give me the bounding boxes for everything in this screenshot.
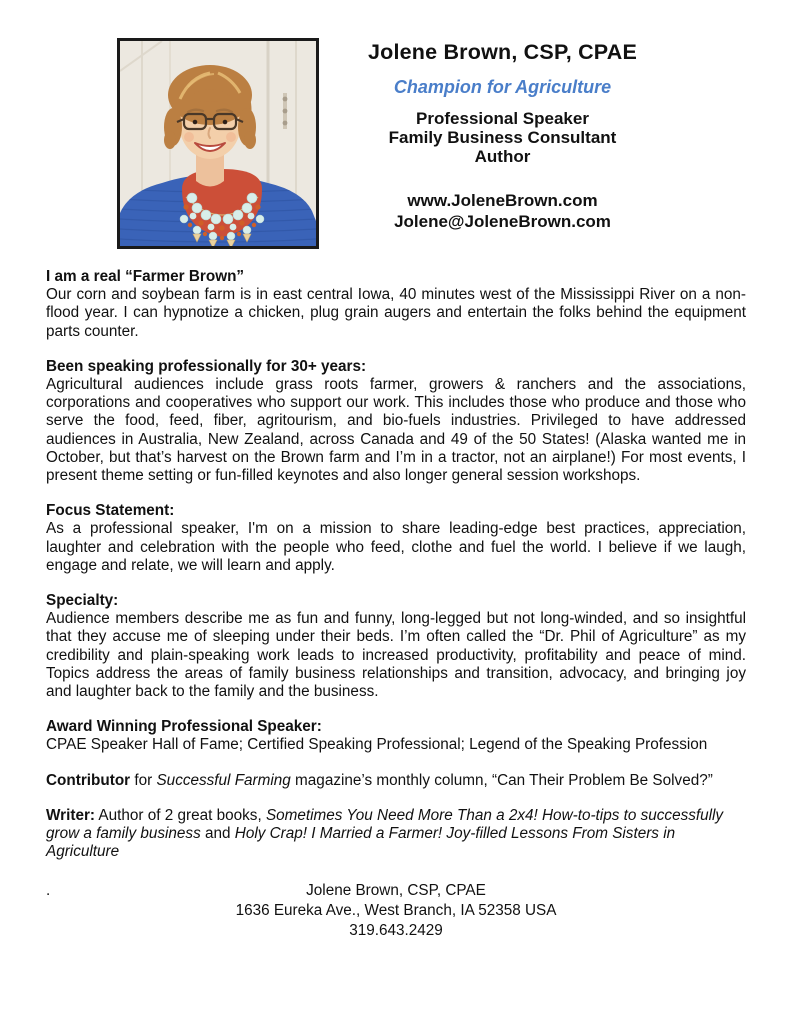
contributor-line [46,772,746,790]
section-awards [46,718,746,754]
section-heading: Been speaking professionally for 30+ years: [46,357,367,375]
contributor-magazine-title: Successful Farming [156,771,291,789]
section-heading: Award Winning Professional Speaker: [46,718,322,736]
role-professional-speaker: Professional Speaker [416,109,589,128]
footer-name: Jolene Brown, CSP, CPAE [306,882,486,900]
role-family-business-consultant: Family Business Consultant [388,128,617,147]
section-body: Our corn and soybean farm is in east central Iowa, 40 minutes west of the Mississippi River on a non-flood year. I can hypnotize a chicken, plug grain augers and entertain the folks behind the equipment parts counter. [46,286,746,340]
writer-label: Writer: [46,806,96,824]
bio-content [46,268,746,941]
portrait-photo [117,38,319,249]
book-title-2: Holy Crap! I Married a Farmer! Joy-filled Lessons From Sisters in Agriculture [46,825,676,861]
section-body: Agricultural audiences include grass roots farmer, growers & ranchers and the associations, corporations and cooperatives who support our work. This includes those who produce and those who serve the food, feed, fiber, agritourism, and bio-fuels industries. Privileged to have addressed audiences in Australia, New Zealand, across Canada and 49 of the 50 States! (Alaska wanted me in October, but that’s harvest on the Brown farm and I’m in a tractor, not an airplane!) For most events, I present theme setting or fun-filled keynotes and also longer general session workshops. [46,376,746,485]
section-body: CPAE Speaker Hall of Fame; Certified Speaking Professional; Legend of the Speaking Profession [46,736,708,754]
section-specialty [46,592,746,701]
person-name: Jolene Brown, CSP, CPAE [367,40,638,64]
tagline: Champion for Agriculture [393,77,612,97]
writer-text-1: Author of 2 great books, [95,806,266,824]
section-heading: Focus Statement: [46,502,175,520]
section-body: Audience members describe me as fun and funny, long-legged but not long-winded, and so insightful that they accuse me of sleeping under their beds. I’m often called the “Dr. Phil of Agriculture” as my credibility and plain-speaking work leads to increased productivity, profitability and peace of mind. Topics address the areas of family business relationships and transition, advocacy, and bringing joy and laughter back to the family and the business. [46,610,746,701]
header-row [0,38,791,252]
section-heading: I am a real “Farmer Brown” [46,268,245,285]
email-address: Jolene@JoleneBrown.com [394,212,611,231]
contact-block [325,190,680,232]
portrait-illustration [120,41,316,246]
contributor-label: Contributor [46,771,131,789]
section-body: As a professional speaker, I'm on a mission to share leading-edge best practices, appreciation, laughter and celebration with the people who feed, clothe and fuel the world. I believe if we laugh, engage and relate, we will learn and apply. [46,520,746,574]
contributor-text-2: magazine’s monthly column, “Can Their Problem Be Solved?” [290,771,713,789]
header-text-block [325,40,680,232]
stray-period: . [46,882,51,900]
section-farmer-brown [46,268,746,341]
section-focus-statement [46,502,746,575]
website-url: www.JoleneBrown.com [407,191,598,210]
contributor-text-1: for [130,771,157,789]
writer-text-2: and [200,825,235,843]
footer-phone: 319.643.2429 [349,922,443,940]
footer-address: 1636 Eureka Ave., West Branch, IA 52358 USA [235,902,557,920]
writer-paragraph [46,807,746,862]
door-hinge [283,93,288,129]
footer-block [46,881,746,941]
role-author: Author [474,147,531,166]
section-heading: Specialty: [46,592,119,610]
book-title-1: Sometimes You Need More Than a 2x4! How-to-tips to successfully grow a family business [46,806,724,843]
roles-list [325,109,680,166]
section-speaking-experience [46,358,746,485]
